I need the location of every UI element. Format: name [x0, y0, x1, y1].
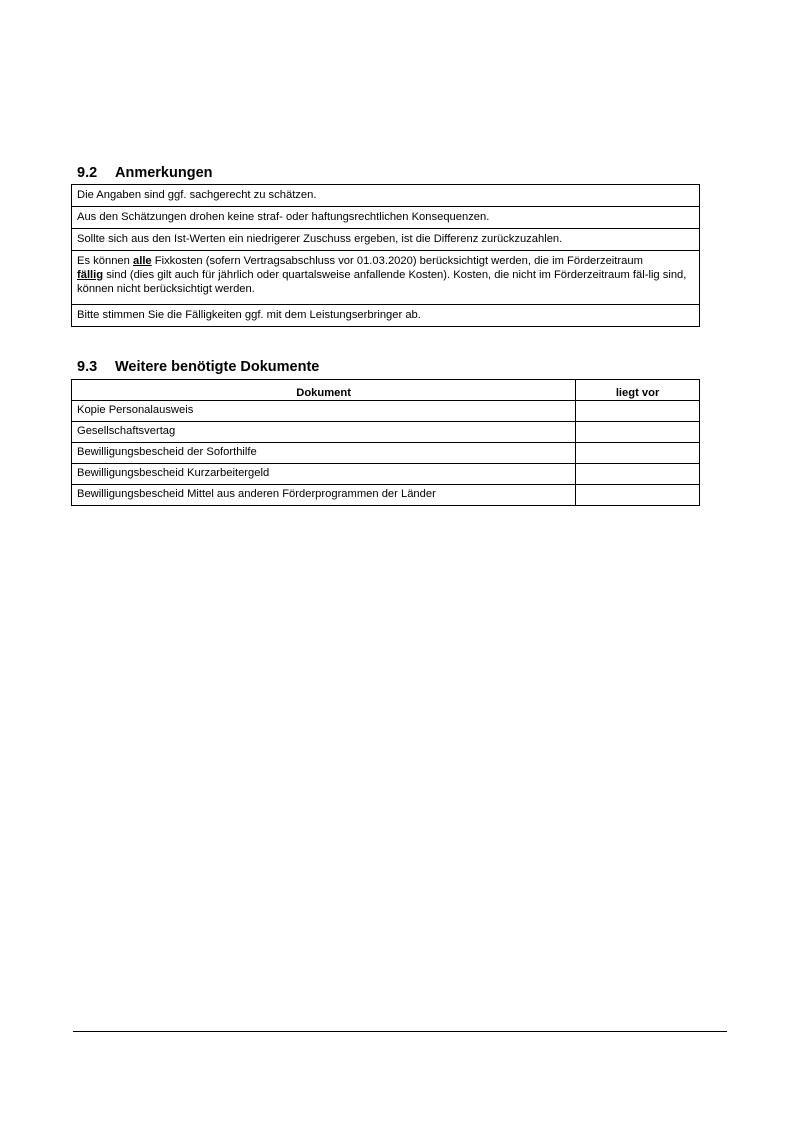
column-header-present: liegt vor [576, 380, 700, 401]
remark-text: Die Angaben sind ggf. sachgerecht zu schätzen. [72, 185, 700, 207]
table-row [72, 443, 700, 464]
document-name: Bewilligungsbescheid der Soforthilfe [72, 443, 576, 464]
document-name: Bewilligungsbescheid Kurzarbeitergeld [72, 464, 576, 485]
remarks-row [72, 229, 700, 251]
section-title: Anmerkungen [115, 165, 213, 181]
documents-header-row [72, 380, 700, 401]
table-row [72, 422, 700, 443]
column-header-document: Dokument [72, 380, 576, 401]
documents-table [71, 379, 700, 506]
present-cell[interactable] [576, 401, 700, 422]
table-row [72, 485, 700, 506]
remarks-table [71, 184, 700, 327]
emphasis-all: alle [132, 255, 152, 267]
remark-text [72, 251, 700, 305]
table-row [72, 464, 700, 485]
present-cell[interactable] [576, 485, 700, 506]
document-name: Gesellschaftsvertag [72, 422, 576, 443]
document-name: Kopie Personalausweis [72, 401, 576, 422]
remark-fragment: Fixkosten (sofern Vertragsabschluss vor 01.03.2020) berücksichtigt werden, die im Förderzeitraum [151, 255, 643, 267]
remarks-row [72, 185, 700, 207]
remark-text: Sollte sich aus den Ist-Werten ein niedrigerer Zuschuss ergeben, ist die Differenz zurückzuzahlen. [72, 229, 700, 251]
present-cell[interactable] [576, 443, 700, 464]
present-cell[interactable] [576, 464, 700, 485]
section-9-3-heading [77, 359, 319, 375]
remarks-row [72, 251, 700, 305]
remark-fragment: Es können [77, 255, 133, 267]
remark-text: Bitte stimmen Sie die Fälligkeiten ggf. mit dem Leistungserbringer ab. [72, 305, 700, 327]
remark-text: Aus den Schätzungen drohen keine straf- oder haftungsrechtlichen Konsequenzen. [72, 207, 700, 229]
section-number: 9.3 [77, 359, 98, 375]
section-number: 9.2 [77, 165, 98, 181]
remarks-row [72, 207, 700, 229]
present-cell[interactable] [576, 422, 700, 443]
remarks-row [72, 305, 700, 327]
footer-divider [73, 1031, 727, 1032]
remark-fragment: sind (dies gilt auch für jährlich oder quartalsweise anfallende Kosten). Kosten, die nicht im Förderzeitraum fäl-lig sind, können nicht berücksichtigt werden. [77, 269, 687, 295]
section-title: Weitere benötigte Dokumente [115, 359, 320, 375]
emphasis-due: fällig [77, 269, 104, 281]
document-name: Bewilligungsbescheid Mittel aus anderen Förderprogrammen der Länder [72, 485, 576, 506]
table-row [72, 401, 700, 422]
section-9-2-heading [77, 165, 213, 181]
